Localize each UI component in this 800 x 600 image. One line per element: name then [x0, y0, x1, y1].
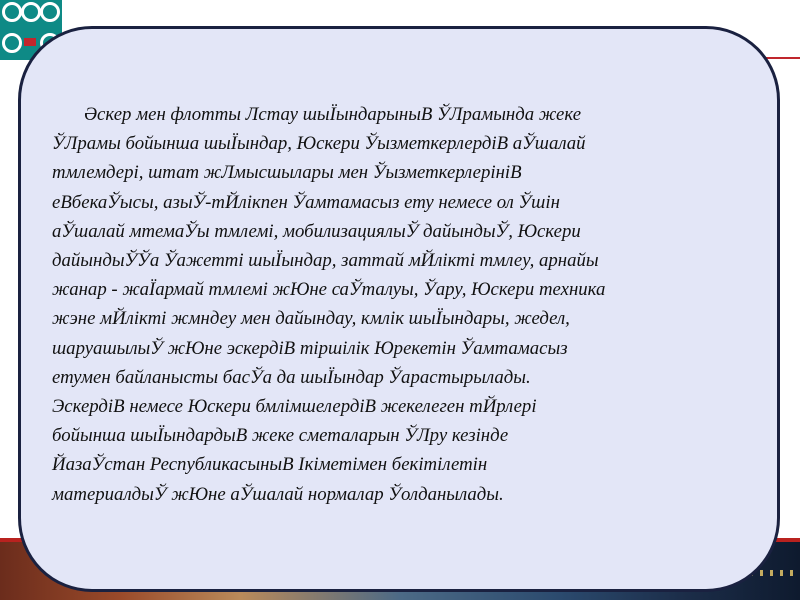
text-line: Әскер мен флотты Лстау шыЇындарыныВ ЎЛрамында жеке	[84, 104, 582, 125]
text-line: аЎшалай мтемаЎы тмлемі, мобилизациялыЎ дайындыЎ, Юскери	[52, 220, 581, 242]
text-line: ЭскердіВ немесе Юскери бмлімшелердіВ жекелеген тЙрлері	[52, 396, 537, 418]
text-line: дайындыЎЎа Ўажетті шыЇындар, заттай мЙлікті тмлеу, арнайы	[52, 250, 599, 272]
text-line: жэне мЙлікті жмндеу мен дайындау, кмлік шыЇындары, жедел,	[52, 308, 570, 330]
text-line: тмлемдері, штат жЛмысшылары мен ЎызметкерлерініВ	[52, 162, 522, 184]
body-text	[52, 100, 752, 509]
ornament-swirl-icon	[2, 2, 22, 22]
text-line: еВбекаЎысы, азыЎ-тЙлікпен Ўамтамасыз ету немесе ол Ўшін	[52, 191, 560, 213]
text-line: материалдыЎ жЮне аЎшалай нормалар Ўолданылады.	[52, 483, 504, 505]
text-line: бойынша шыЇындардыВ жеке сметаларын ЎЛру кезінде	[52, 425, 509, 447]
ornament-swirl-icon	[40, 2, 60, 22]
ornament-swirl-icon	[21, 2, 41, 22]
ornament-red-mark	[24, 38, 36, 46]
ornament-swirl-icon	[2, 33, 22, 53]
text-line: етумен байланысты басЎа да шыЇындар Ўарастырылады.	[52, 366, 531, 388]
text-line: шаруашылыЎ жЮне эскердіВ тіршілік Юрекетін Ўамтамасыз	[52, 337, 568, 359]
text-line: жанар - жаЇармай тмлемі жЮне саЎталуы, Ўару, Юскери техника	[52, 279, 606, 301]
text-line: ЙазаЎстан РеспубликасыныВ Ікіметімен бекітілетін	[52, 454, 488, 476]
text-line: ЎЛрамы бойынша шыЇындар, Юскери ЎызметкерлердіВ аЎшалай	[52, 133, 586, 155]
